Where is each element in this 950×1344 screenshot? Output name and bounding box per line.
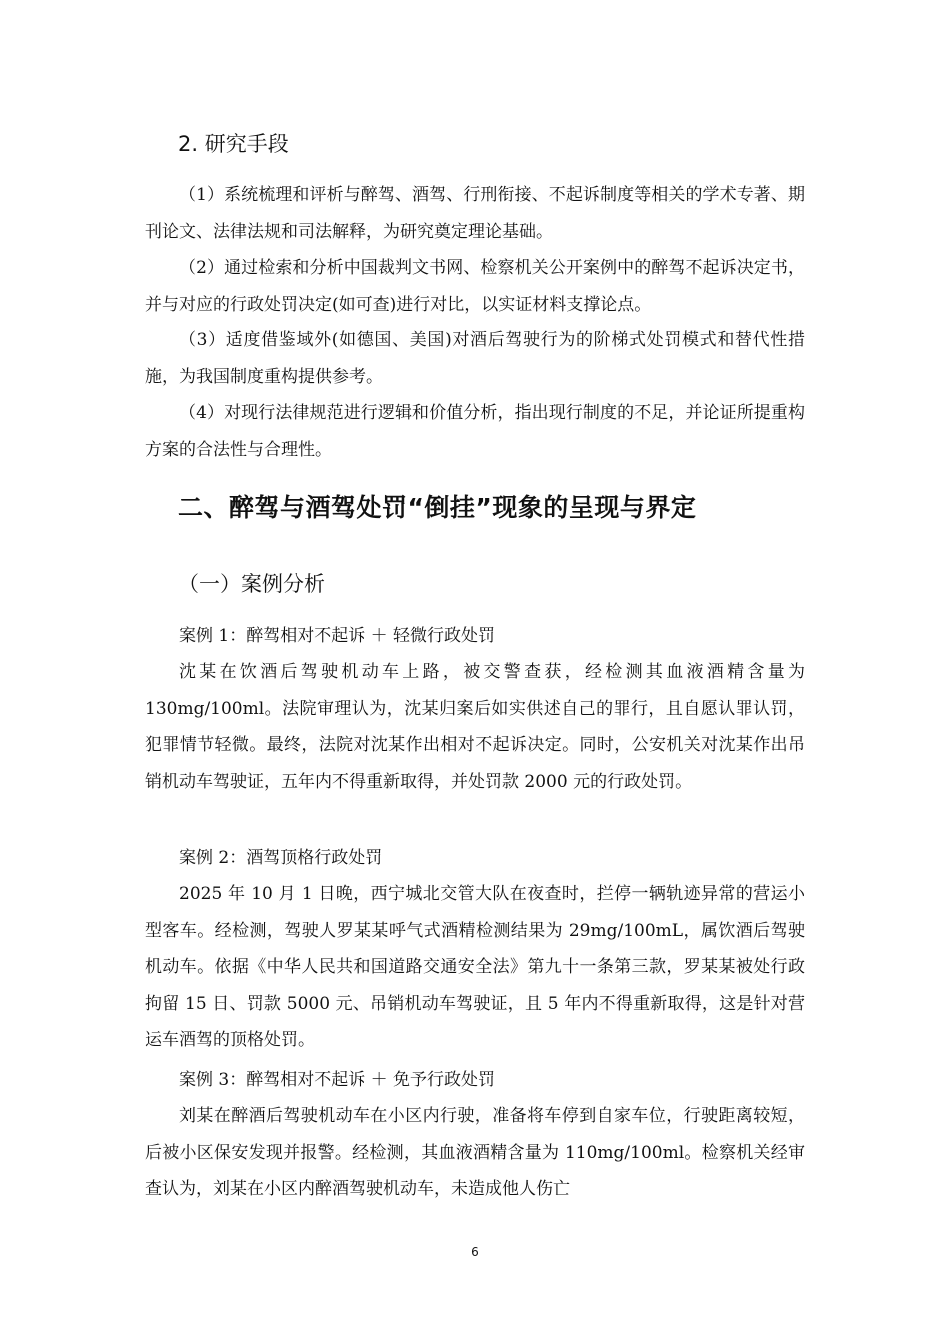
page-number: 6 — [471, 1245, 479, 1259]
section-heading-research-methods: 2. 研究手段 — [178, 132, 289, 156]
chapter-title: 二、醉驾与酒驾处罚“倒挂”现象的呈现与界定 — [178, 493, 697, 522]
case-3-title: 案例 3：醉驾相对不起诉 ＋ 免予行政处罚 — [179, 1070, 496, 1090]
case-1-title: 案例 1：醉驾相对不起诉 ＋ 轻微行政处罚 — [179, 626, 496, 646]
method-item-2: （2）通过检索和分析中国裁判文书网、检察机关公开案例中的醉驾不起诉决定书，并与对应的行政处罚决定(如可查)进行对比，以实证材料支撑论点。 — [145, 258, 805, 315]
case-3-body: 刘某在醉酒后驾驶机动车在小区内行驶，准备将车停到自家车位，行驶距离较短，后被小区保安发现并报警。经检测，其血液酒精含量为 110mg/100ml。检察机关经审查认为，刘某在小区内醉酒驾驶机动车，未造成他人伤亡 — [145, 1106, 805, 1199]
case-1-body: 沈某在饮酒后驾驶机动车上路，被交警查获，经检测其血液酒精含量为 130mg/100ml。法院审理认为，沈某归案后如实供述自己的罪行，且自愿认罪认罚，犯罪情节轻微。最终，法院对沈某作出相对不起诉决定。同时，公安机关对沈某作出吊销机动车驾驶证，五年内不得重新取得，并处罚款 2000 元的行政处罚。 — [145, 662, 805, 792]
method-item-1: （1）系统梳理和评析与醉驾、酒驾、行刑衔接、不起诉制度等相关的学术专著、期刊论文、法律法规和司法解释，为研究奠定理论基础。 — [145, 185, 805, 242]
method-item-3: （3）适度借鉴域外(如德国、美国)对酒后驾驶行为的阶梯式处罚模式和替代性措施，为我国制度重构提供参考。 — [145, 330, 805, 387]
case-2-title: 案例 2：酒驾顶格行政处罚 — [179, 848, 383, 868]
case-2-body: 2025 年 10 月 1 日晚，西宁城北交管大队在夜查时，拦停一辆轨迹异常的营运小型客车。经检测，驾驶人罗某某呼气式酒精检测结果为 29mg/100mL，属饮酒后驾驶机动车。依据《中华人民共和国道路交通安全法》第九十一条第三款，罗某某被处行政拘留 15 日、罚款 5000 元、吊销机动车驾驶证，且 5 年内不得重新取得，这是针对营运车酒驾的顶格处罚。 — [145, 884, 805, 1050]
section-title-case-analysis: （一）案例分析 — [178, 572, 325, 596]
method-item-4: （4）对现行法律规范进行逻辑和价值分析，指出现行制度的不足，并论证所提重构方案的合法性与合理性。 — [145, 403, 805, 460]
